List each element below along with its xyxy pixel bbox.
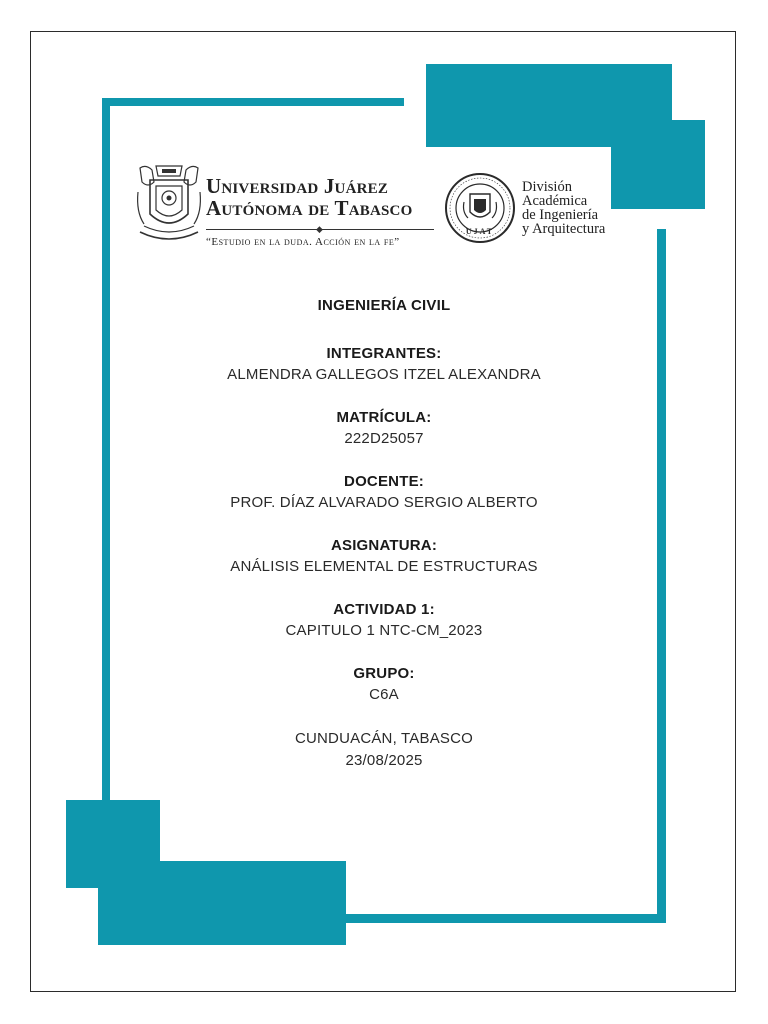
- docente-label: DOCENTE:: [344, 473, 424, 490]
- university-name-line2: Autónoma de Tabasco: [206, 196, 413, 220]
- cover-content: [110, 296, 658, 794]
- section-grupo: [110, 664, 658, 706]
- frame-line-top: [102, 98, 404, 106]
- university-name: [206, 175, 412, 219]
- actividad-label: ACTIVIDAD 1:: [333, 601, 435, 618]
- matricula-value: 222D25057: [344, 430, 424, 447]
- accent-block-bottom-left-offset: [98, 861, 346, 945]
- division-line-1: División: [522, 179, 572, 195]
- grupo-label: GRUPO:: [353, 665, 415, 682]
- division-line-4: y Arquitectura: [522, 221, 606, 237]
- division-line-2: Académica: [522, 193, 588, 209]
- matricula-label: MATRÍCULA:: [336, 409, 432, 426]
- accent-block-top-right-offset: [611, 120, 705, 209]
- footer-date: 23/08/2025: [345, 752, 423, 769]
- division-seal-icon: [444, 172, 516, 244]
- integrantes-value: ALMENDRA GALLEGOS ITZEL ALEXANDRA: [227, 366, 541, 383]
- division-name: [522, 180, 605, 236]
- university-motto: “Estudio en la duda. Acción en la fe”: [206, 236, 400, 248]
- frame-line-right: [657, 229, 666, 923]
- integrantes-label: INTEGRANTES:: [326, 345, 442, 362]
- footer-place: CUNDUACÁN, TABASCO: [294, 730, 474, 747]
- section-docente: [110, 472, 658, 514]
- section-asignatura: [110, 536, 658, 578]
- frame-line-bottom: [340, 914, 666, 923]
- section-actividad: [110, 600, 658, 642]
- actividad-value: CAPITULO 1 NTC-CM_2023: [285, 622, 483, 639]
- divider-diamond-icon: ◆: [316, 224, 323, 234]
- university-name-line1: Universidad Juárez: [206, 174, 389, 198]
- grupo-value: C6A: [369, 686, 399, 703]
- career-title: INGENIERÍA CIVIL: [317, 297, 451, 314]
- ujat-coat-of-arms-icon: [134, 162, 204, 246]
- docente-value: PROF. DÍAZ ALVARADO SERGIO ALBERTO: [230, 494, 538, 511]
- frame-line-left: [102, 98, 110, 801]
- asignatura-value: ANÁLISIS ELEMENTAL DE ESTRUCTURAS: [230, 558, 538, 575]
- asignatura-label: ASIGNATURA:: [330, 537, 438, 554]
- section-matricula: [110, 408, 658, 450]
- section-footer: [110, 728, 658, 772]
- seal-text: UJAT: [465, 227, 495, 236]
- section-integrantes: [110, 344, 658, 386]
- division-line-3: de Ingeniería: [522, 207, 599, 223]
